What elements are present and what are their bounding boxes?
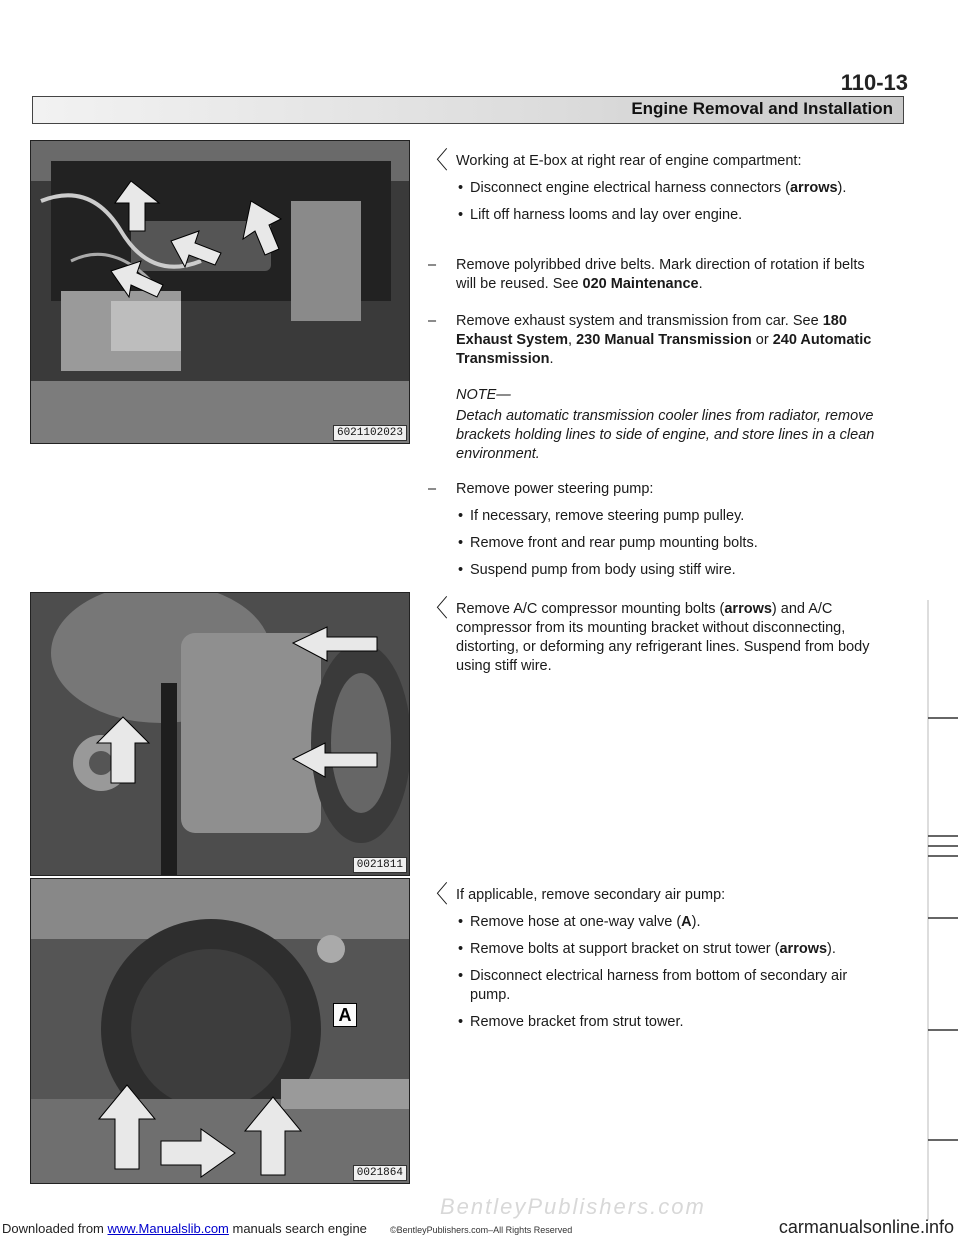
callout-a-label: A [333,1003,357,1027]
left-pointer-icon: 〈 [424,595,448,622]
list-item: • Remove hose at one-way valve (A). [456,913,884,932]
note-body: Detach automatic transmission cooler lines from radiator, remove brackets holding lines to side of engine, and store lines in a clean environment. [456,408,875,462]
section-title: Engine Removal and Installation [631,99,893,118]
left-pointer-icon: 〈 [424,881,448,908]
photo-id-label: 0021864 [353,1165,407,1181]
cross-reference: 180 Exhaust System [456,313,847,348]
dash-marker: – [428,313,437,329]
air-pump-step [424,881,884,1032]
photo-id-label: 0021811 [353,857,407,873]
note-block [424,386,884,464]
dash-marker: – [428,481,437,497]
page-number: 110-13 [840,70,908,95]
publisher-watermark: BentleyPublishers.com [440,1194,706,1219]
list-item: • Remove bracket from strut tower. [456,1013,884,1032]
list-item: • Disconnect engine electrical harness connectors (arrows). [456,179,884,198]
ebox-step [424,147,884,225]
cross-reference: 230 Manual Transmission [576,332,752,348]
source-site-label: carmanualsonline.info [778,1217,954,1237]
list-item: • Remove front and rear pump mounting bolts. [456,534,884,553]
list-item: • Suspend pump from body using stiff wire. [456,561,884,580]
list-item: • If necessary, remove steering pump pulley. [456,507,884,526]
list-item: • Remove bolts at support bracket on strut tower (arrows). [456,940,884,959]
download-notice: Downloaded from www.Manualslib.com manuals search engine [2,1221,367,1236]
step-text: Remove exhaust system and transmission from car. See [456,313,823,329]
edge-marks [918,600,958,1220]
step-text: Remove A/C compressor mounting bolts ( [456,601,725,617]
ebox-photo [30,140,410,444]
step-text: If applicable, remove secondary air pump: [456,887,726,903]
ebox-photo-illustration [31,141,409,443]
ac-compressor-step: 〈 Remove A/C compressor mounting bolts (arrows) and A/C compressor from its mounting bracket without disconnecting, distorting, or deforming any refrigerant lines. Suspend from body using stiff wire. [424,595,870,674]
section-header-bar [32,96,904,124]
step-text: Remove polyribbed drive belts. Mark direction of rotation if belts will be reused. See [456,257,865,292]
steering-pump-step [424,480,884,580]
list-item: • Disconnect electrical harness from bottom of secondary air pump. [456,967,884,1005]
air-pump-illustration [31,879,409,1183]
cross-reference: 240 Automatic Transmission [456,332,872,367]
step-text: Remove power steering pump: [456,481,654,497]
manualslib-link[interactable]: www.Manualslib.com [107,1221,229,1236]
photo-id-label: 6021102023 [333,425,407,441]
cross-reference: 020 Maintenance [582,276,699,292]
ac-compressor-illustration [31,593,409,875]
copyright-notice: ©BentleyPublishers.com–All Rights Reserved [390,1225,573,1235]
step-text: Working at E-box at right rear of engine compartment: [456,153,802,169]
exhaust-step: – Remove exhaust system and transmission from car. See 180 Exhaust System, 230 Manual Transmission or 240 Automatic Transmission. [428,313,872,367]
air-pump-photo [30,878,410,1184]
list-item: • Lift off harness looms and lay over engine. [456,206,884,225]
note-title: NOTE— [456,387,511,403]
dash-marker: – [428,257,437,273]
left-pointer-icon: 〈 [424,147,448,174]
drive-belts-step: – Remove polyribbed drive belts. Mark direction of rotation if belts will be reused. See 020 Maintenance. [428,257,865,292]
ac-compressor-photo [30,592,410,876]
